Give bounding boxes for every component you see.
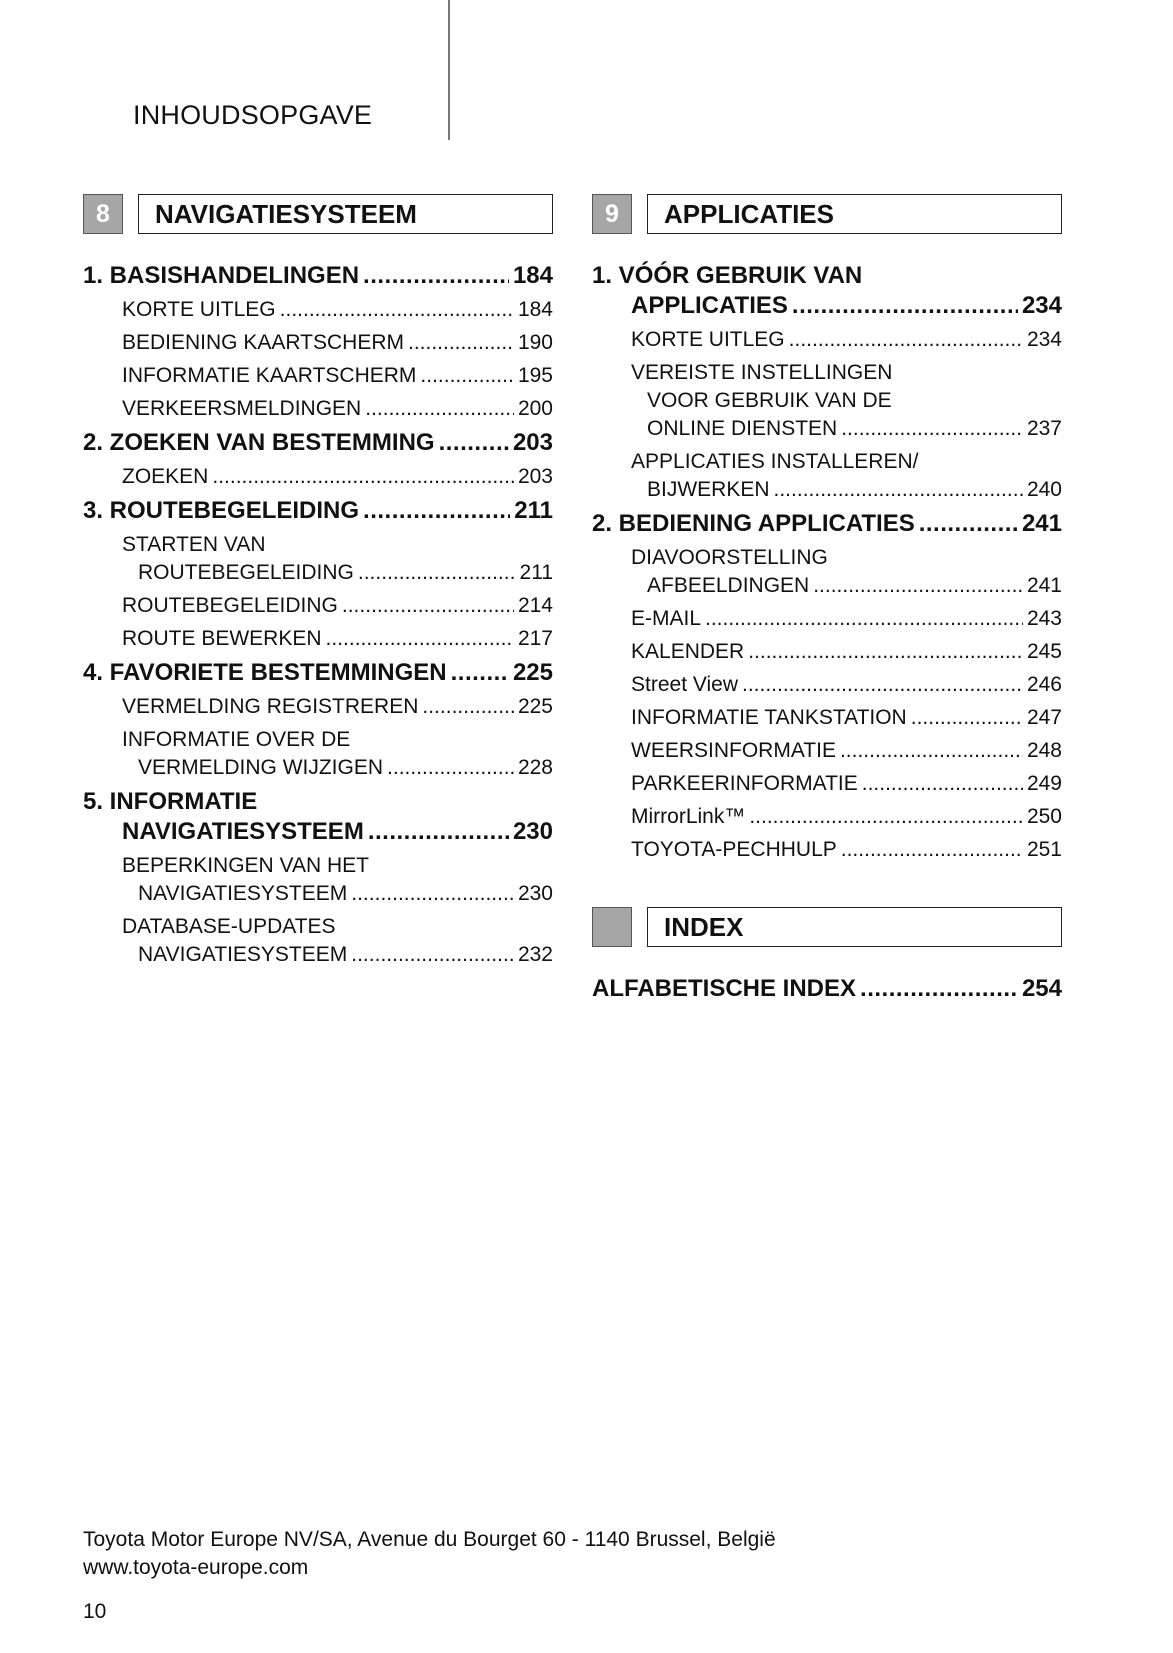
page-number: 250 [1026,805,1062,828]
toc-item[interactable] [83,296,553,324]
toc-item[interactable] [83,531,553,587]
chapter-title: APPLICATIES [631,292,788,319]
chapter-title: 4. FAVORIETE BESTEMMINGEN [83,659,447,686]
toc-item[interactable] [592,803,1062,831]
section-title: APPLICATIES [647,194,1062,234]
page-number: 200 [517,397,553,420]
toc-item[interactable] [83,463,553,491]
toc-item[interactable] [83,852,553,908]
page-number: 251 [1026,838,1062,861]
item-title: PARKEERINFORMATIE [631,772,858,795]
item-title: ROUTEBEGELEIDING [138,561,354,584]
toc-item[interactable] [592,544,1062,600]
toc-item[interactable] [592,359,1062,443]
toc-item[interactable] [83,329,553,357]
chapter-title: 1. BASISHANDELINGEN [83,262,360,289]
item-title: KORTE UITLEG [631,328,785,351]
item-title: BIJWERKEN [647,478,770,501]
page-number: 211 [519,561,553,584]
item-title: NAVIGATIESYSTEEM [138,943,348,966]
item-title: NAVIGATIESYSTEEM [138,882,348,905]
page-number: 217 [517,627,553,650]
footer [83,1526,776,1582]
page-number: 232 [517,943,553,966]
item-title-line1: DATABASE-UPDATES [122,915,336,938]
page-title: INHOUDSOPGAVE [133,100,373,130]
header-divider [448,0,450,140]
toc-item[interactable] [83,726,553,782]
item-title-line1: INFORMATIE OVER DE [122,728,351,751]
page-number: 254 [1021,975,1062,1002]
page-number: 240 [1026,478,1062,501]
chapter-entry[interactable] [83,787,553,847]
page-number: 211 [514,497,553,524]
chapter-entry[interactable] [83,658,553,688]
toc-item[interactable] [592,326,1062,354]
toc-item[interactable] [592,836,1062,864]
item-title: TOYOTA-PECHHULP [631,838,837,861]
item-title-line2: VOOR GEBRUIK VAN DE [647,389,892,412]
page-number: 184 [512,262,553,289]
page-number: 249 [1026,772,1062,795]
chapter-title-line1: 5. INFORMATIE [83,788,258,815]
toc-item[interactable] [592,737,1062,765]
page-number: 234 [1026,328,1062,351]
page-number: 230 [512,818,553,845]
item-title: ROUTEBEGELEIDING [122,594,338,617]
item-title: MirrorLink™ [631,805,746,828]
chapter-title: 2. ZOEKEN VAN BESTEMMING [83,429,435,456]
item-title: BEDIENING KAARTSCHERM [122,331,404,354]
toc-column-left [83,193,553,974]
chapter-entry[interactable] [83,496,553,526]
item-title-line1: VEREISTE INSTELLINGEN [631,361,893,384]
item-title: ZOEKEN [122,465,209,488]
page-number: 241 [1026,574,1062,597]
section-title: INDEX [647,907,1062,947]
toc-item[interactable] [592,704,1062,732]
chapter-entry[interactable] [592,509,1062,539]
chapter-title: ALFABETISCHE INDEX [592,975,857,1002]
item-title: ONLINE DIENSTEN [647,417,838,440]
item-title: VERKEERSMELDINGEN [122,397,362,420]
item-title: ROUTE BEWERKEN [122,627,322,650]
toc-item[interactable] [83,592,553,620]
page-number: 245 [1026,640,1062,663]
item-title: WEERSINFORMATIE [631,739,836,762]
page-number: 190 [517,331,553,354]
chapter-entry[interactable] [592,974,1062,1004]
footer-website[interactable]: www.toyota-europe.com [83,1556,309,1579]
page-number: 225 [512,659,553,686]
footer-address: Toyota Motor Europe NV/SA, Avenue du Bourget 60 - 1140 Brussel, België [83,1528,776,1551]
toc-item[interactable] [83,693,553,721]
page-number: 214 [517,594,553,617]
section-number-badge: 8 [83,194,123,234]
page-number: 228 [517,756,553,779]
section-number-badge [592,907,632,947]
toc-column-right [592,193,1062,1009]
page-number-footer: 10 [83,1600,107,1623]
item-title: AFBEELDINGEN [647,574,810,597]
chapter-entry[interactable] [83,261,553,291]
toc-item[interactable] [592,605,1062,633]
page-number: 230 [517,882,553,905]
item-title: Street View [631,673,738,696]
chapter-title: 3. ROUTEBEGELEIDING [83,497,360,524]
chapter-title-line1: 1. VÓÓR GEBRUIK VAN [592,262,863,289]
chapter-entry[interactable] [592,261,1062,321]
chapter-title: NAVIGATIESYSTEEM [122,818,364,845]
page-number: 203 [512,429,553,456]
toc-item[interactable] [83,395,553,423]
page-number: 243 [1026,607,1062,630]
section-header-8 [83,193,553,235]
item-title-line1: STARTEN VAN [122,533,266,556]
section-title: NAVIGATIESYSTEEM [138,194,553,234]
section-header-9 [592,193,1062,235]
page-number: 203 [517,465,553,488]
page-number: 234 [1021,292,1062,319]
item-title-line1: DIAVOORSTELLING [631,546,828,569]
item-title: VERMELDING REGISTREREN [122,695,419,718]
chapter-title: 2. BEDIENING APPLICATIES [592,510,915,537]
page-number: 247 [1026,706,1062,729]
toc-item[interactable] [83,913,553,969]
section-header-index [592,906,1062,948]
page-number: 248 [1026,739,1062,762]
item-title: INFORMATIE TANKSTATION [631,706,907,729]
toc-item[interactable] [592,671,1062,699]
page-number: 241 [1021,510,1062,537]
item-title: E-MAIL [631,607,702,630]
toc-item[interactable] [592,638,1062,666]
item-title: KORTE UITLEG [122,298,276,321]
page-number: 195 [517,364,553,387]
toc-item[interactable] [83,362,553,390]
chapter-entry[interactable] [83,428,553,458]
toc-item[interactable] [83,625,553,653]
page-number: 225 [517,695,553,718]
item-title-line1: BEPERKINGEN VAN HET [122,854,369,877]
page-number: 246 [1026,673,1062,696]
section-number-badge: 9 [592,194,632,234]
item-title-line1: APPLICATIES INSTALLEREN/ [631,450,919,473]
item-title: VERMELDING WIJZIGEN [138,756,384,779]
item-title: KALENDER [631,640,745,663]
item-title: INFORMATIE KAARTSCHERM [122,364,417,387]
page-number: 237 [1026,417,1062,440]
page-number: 184 [517,298,553,321]
toc-item[interactable] [592,770,1062,798]
toc-item[interactable] [592,448,1062,504]
